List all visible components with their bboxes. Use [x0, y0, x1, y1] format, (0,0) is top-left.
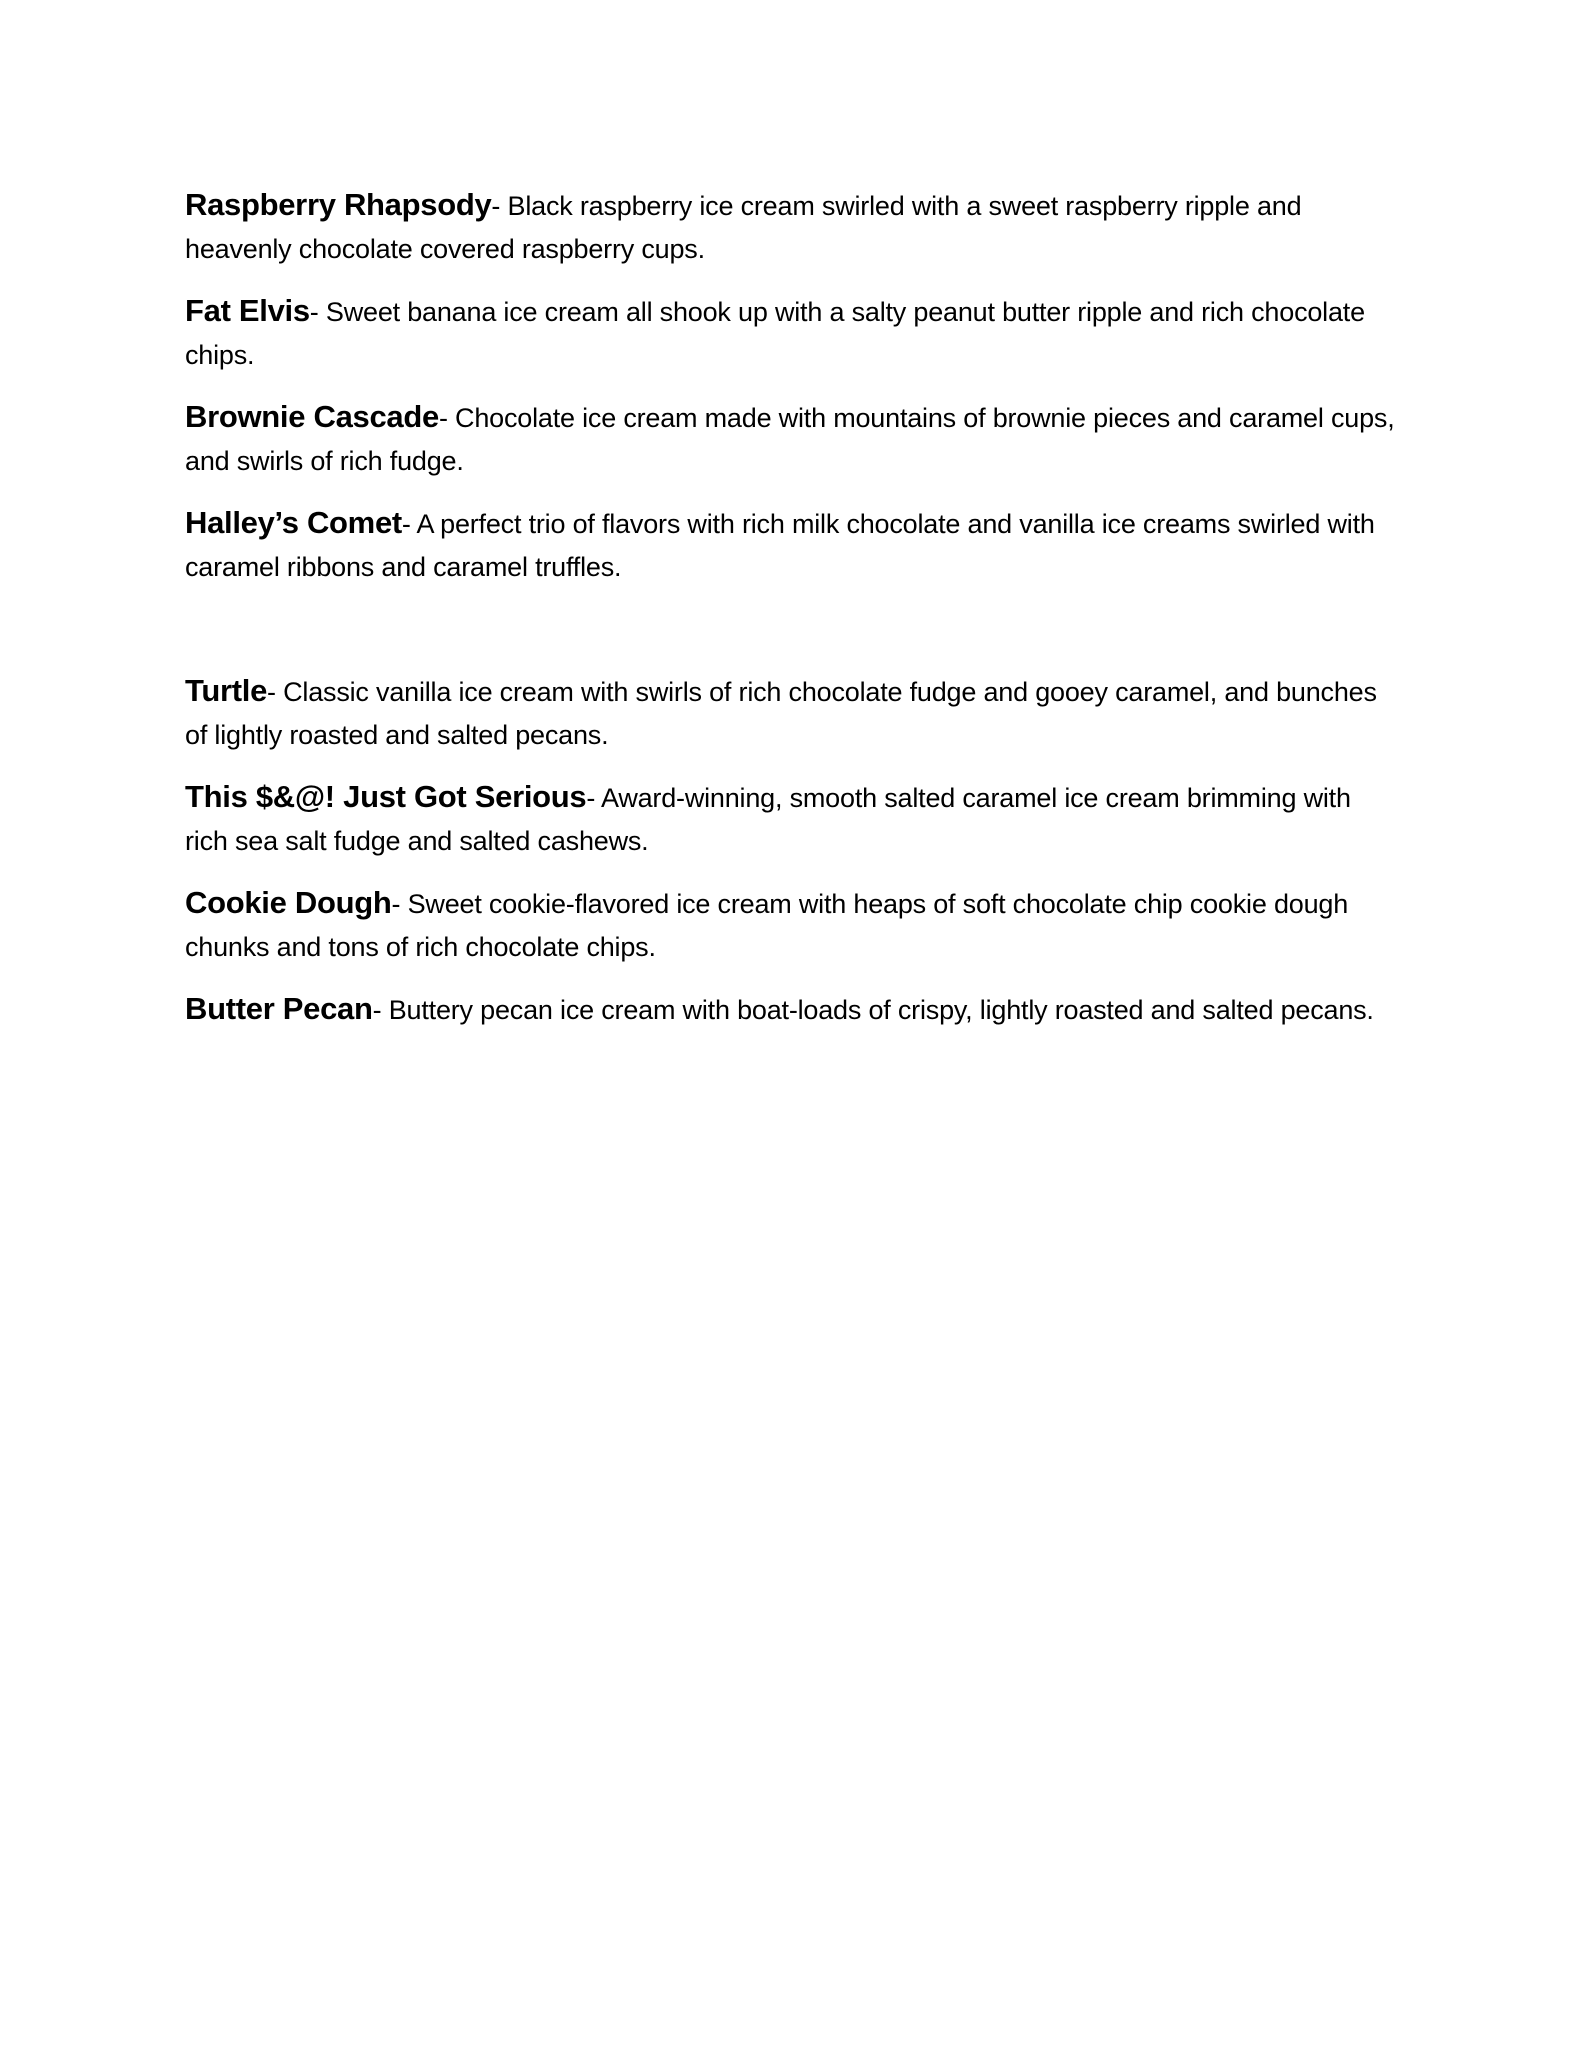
flavor-item	[185, 669, 1400, 757]
flavor-name: Turtle	[185, 673, 268, 708]
flavor-description: - Buttery pecan ice cream with boat-loads of crispy, lightly roasted and salted pecans.	[372, 995, 1374, 1025]
flavor-name: Butter Pecan	[185, 991, 373, 1026]
flavor-name: Brownie Cascade	[185, 399, 439, 434]
flavor-item	[185, 987, 1400, 1032]
flavor-name: Fat Elvis	[185, 293, 310, 328]
flavor-list	[185, 183, 1400, 1050]
flavor-description: - Black raspberry ice cream swirled with a sweet raspberry ripple and heavenly chocolate covered raspberry cups.	[185, 191, 1302, 264]
flavor-description: - Sweet banana ice cream all shook up with a salty peanut butter ripple and rich chocolate chips.	[185, 297, 1365, 370]
flavor-item	[185, 501, 1400, 589]
flavor-item	[185, 881, 1400, 969]
flavor-description: - Chocolate ice cream made with mountains of brownie pieces and caramel cups, and swirls of rich fudge.	[185, 403, 1395, 476]
flavor-item	[185, 775, 1400, 863]
flavor-item	[185, 183, 1400, 271]
flavor-description: - Classic vanilla ice cream with swirls of rich chocolate fudge and gooey caramel, and bunches of lightly roasted and salted pecans.	[185, 677, 1377, 750]
flavor-description: - Award-winning, smooth salted caramel ice cream brimming with rich sea salt fudge and salted cashews.	[185, 783, 1351, 856]
flavor-description: - A perfect trio of flavors with rich milk chocolate and vanilla ice creams swirled with caramel ribbons and caramel truffles.	[185, 509, 1375, 582]
flavor-name: Halley’s Comet	[185, 505, 402, 540]
flavor-item	[185, 395, 1400, 483]
flavor-name: This $&@! Just Got Serious	[185, 779, 587, 814]
flavor-description: - Sweet cookie-flavored ice cream with heaps of soft chocolate chip cookie dough chunks and tons of rich chocolate chips.	[185, 889, 1349, 962]
flavor-item	[185, 289, 1400, 377]
flavor-name: Cookie Dough	[185, 885, 392, 920]
flavor-name: Raspberry Rhapsody	[185, 187, 492, 222]
